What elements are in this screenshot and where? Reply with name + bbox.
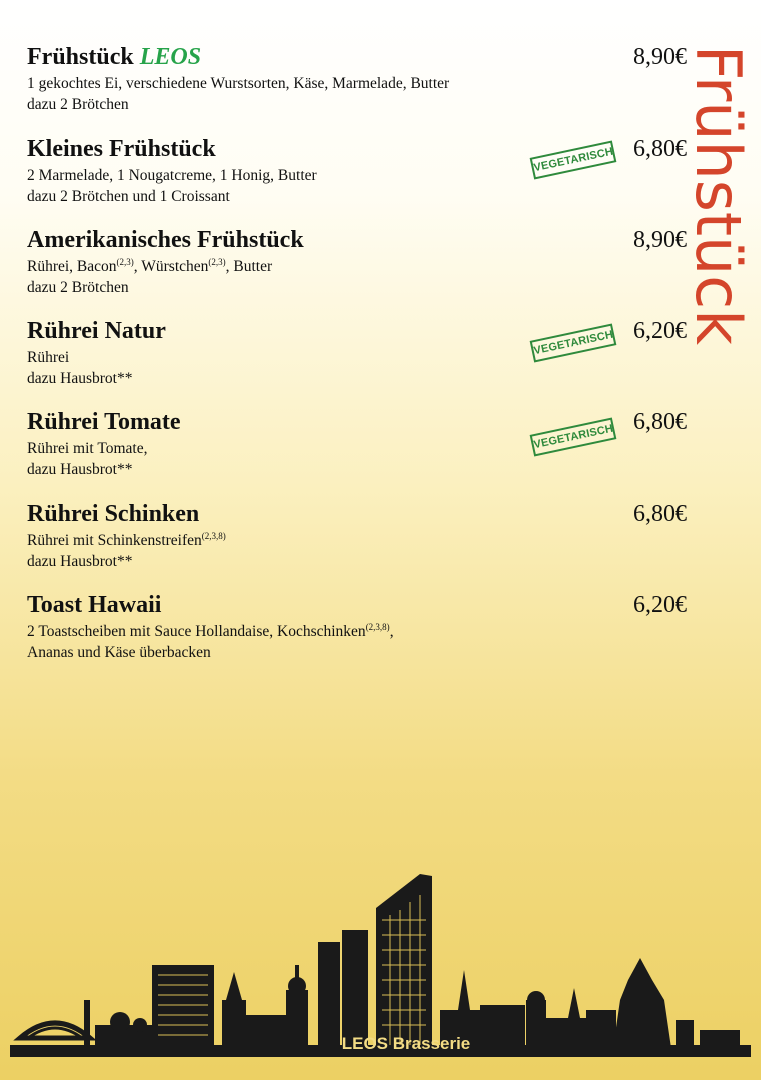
item-price: 6,20€ — [633, 318, 687, 344]
menu-item — [27, 44, 687, 115]
item-description: 2 Marmelade, 1 Nougatcreme, 1 Honig, Butter dazu 2 Brötchen und 1 Croissant — [27, 167, 317, 205]
section-title-text: Frühstück — [682, 45, 755, 347]
item-description: Rührei mit Tomate, dazu Hausbrot** — [27, 440, 148, 478]
menu-item — [27, 409, 687, 480]
item-price: 6,80€ — [633, 409, 687, 435]
city-skyline-illustration — [0, 860, 761, 1060]
menu-item — [27, 592, 687, 663]
menu-item — [27, 318, 687, 389]
vegetarian-stamp: VEGETARISCH — [530, 141, 617, 180]
item-title: Rührei Tomate — [27, 409, 181, 435]
menu-item — [27, 227, 687, 298]
item-title: Rührei Schinken — [27, 501, 200, 527]
item-price: 8,90€ — [633, 44, 687, 70]
menu-item — [27, 136, 687, 207]
item-title: Rührei Natur — [27, 318, 166, 344]
item-title: Toast Hawaii — [27, 592, 162, 618]
vegetarian-stamp: VEGETARISCH — [530, 418, 617, 457]
item-title: Kleines Frühstück — [27, 136, 216, 162]
item-description: Rührei dazu Hausbrot** — [27, 349, 133, 387]
menu-item — [27, 501, 687, 572]
vegetarian-stamp: VEGETARISCH — [530, 324, 617, 363]
item-description: Rührei, Bacon$^{(2,3)}$, Würstchen$^{(2,3)}$, Butter dazu 2 Brötchen — [27, 257, 273, 296]
item-description: 1 gekochtes Ei, verschiedene Wurstsorten, Käse, Marmelade, Butter dazu 2 Brötchen — [27, 75, 450, 113]
item-title: Frühstück LEOS — [27, 44, 202, 70]
item-description: Rührei mit Schinkenstreifen$^{(2,3,8)}$ dazu Hausbrot** — [27, 531, 226, 570]
brasserie-banner: LEOS Brasserie — [341, 1034, 471, 1053]
item-description: 2 Toastscheiben mit Sauce Hollandaise, Kochschinken$^{(2,3,8)}$, Ananas und Käse überbacken — [27, 622, 394, 661]
item-price: 6,20€ — [633, 592, 687, 618]
item-price: 6,80€ — [633, 136, 687, 162]
item-title: Amerikanisches Frühstück — [27, 227, 304, 253]
brand-name: LEOS — [139, 44, 202, 70]
item-price: 8,90€ — [633, 227, 687, 253]
item-price: 6,80€ — [633, 501, 687, 527]
